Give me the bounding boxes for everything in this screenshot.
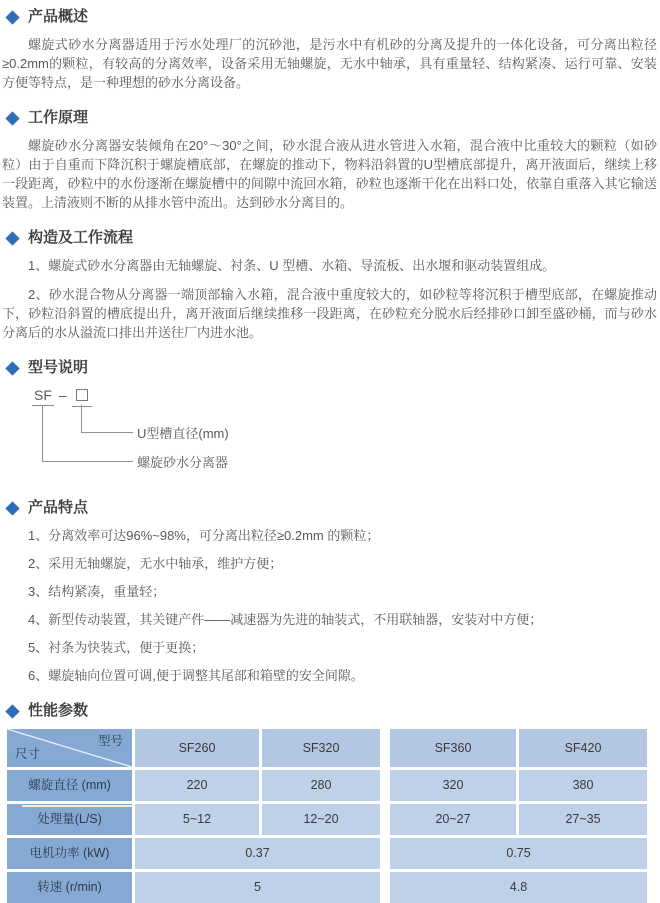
corner-label-model: 型号 xyxy=(97,734,123,748)
connector-line-vertical-series xyxy=(42,405,43,461)
diamond-icon xyxy=(5,231,19,245)
connector-line-vertical-u xyxy=(81,405,82,432)
section-title: 产品概述 xyxy=(28,8,89,25)
table-row-label: 电机功率 (kW) xyxy=(7,838,132,869)
diamond-icon xyxy=(5,111,19,125)
table-header-model: SF420 xyxy=(519,729,647,767)
feature-item-4: 4、新型传动装置，其关键产件——减速器为先进的轴装式，不用联轴器，安装对中方便； xyxy=(28,612,543,627)
table-cell: 220 xyxy=(135,770,259,801)
table-corner-cell xyxy=(7,729,132,767)
feature-item-5: 5、衬条为快装式，便于更换； xyxy=(28,640,205,655)
table-cell: 27~35 xyxy=(519,804,647,835)
section-heading-model xyxy=(6,359,657,377)
feature-item-6: 6、螺旋轴向位置可调,便于调整其尾部和箱壁的安全间隙。 xyxy=(28,668,364,683)
diamond-icon xyxy=(5,704,19,718)
diamond-icon xyxy=(5,361,19,375)
connector-line-horizontal-u xyxy=(81,432,133,433)
overview-paragraph: 螺旋式砂水分离器适用于污水处理厂的沉砂池，是污水中有机砂的分离及提升的一体化设备，可分离出粒径≥0.2mm的颗粒，有较高的分离效率，设备采用无轴螺旋，无水中轴承，具有重量轻、结构紧凑、运行可靠、安装方便等特点，是一种理想的砂水分离设备。 xyxy=(2,37,657,90)
diamond-icon xyxy=(5,10,19,24)
connector-line-horizontal-series xyxy=(42,461,133,462)
section-heading-structure xyxy=(6,229,657,247)
section-title: 工作原理 xyxy=(28,109,89,126)
table-cell-merged: 0.37 xyxy=(135,838,380,869)
table-cell-merged: 4.8 xyxy=(390,872,647,903)
table-row-label: 转速 (r/min) xyxy=(7,872,132,903)
table-cell: 380 xyxy=(519,770,647,801)
table-header-model: SF360 xyxy=(390,729,516,767)
feature-item-1: 1、分离效率可达96%~98%，可分离出粒径≥0.2mm 的颗粒； xyxy=(28,528,380,543)
model-size-box-icon xyxy=(76,389,88,401)
section-title: 性能参数 xyxy=(28,702,89,719)
feature-item-2: 2、采用无轴螺旋，无水中轴承，维护方便； xyxy=(28,556,283,571)
principle-paragraph: 螺旋砂水分离器安装倾角在20°～30°之间，砂水混合液从进水管进入水箱，混合液中比重较大的颗粒（如砂粒）由于自重而下降沉积于螺旋槽底部，在螺旋的推动下，物料沿斜置的U型槽底部提升，离开液面后，继续上移一段距离，砂粒中的水份逐渐在螺旋槽中的间隙中流回水箱，砂粒也逐渐干化在出料口处，依靠自重落入其它输送装置。上清液则不断的从排水管中流出。达到砂水分离目的。 xyxy=(2,138,657,210)
corner-label-size: 尺寸 xyxy=(15,747,41,761)
section-title: 产品特点 xyxy=(28,499,89,516)
model-prefix: SF xyxy=(32,387,54,406)
model-designation-diagram xyxy=(32,386,657,482)
section-heading-features xyxy=(6,499,657,517)
section-title: 构造及工作流程 xyxy=(28,229,134,246)
section-title: 型号说明 xyxy=(28,359,89,376)
structure-item-2: 2、砂水混合物从分离器一端顶部输入水箱，混合液中重度较大的，如砂粒等将沉积于槽型底部，在螺旋推动下，砂粒沿斜置的槽底提出升，离开液面后继续推移一段距离，在砂粒充分脱水后经排砂口卸至盛砂桶，而与砂水分离后的水从溢流口排出并送往厂内进水池。 xyxy=(2,287,657,340)
diamond-icon xyxy=(5,501,19,515)
table-cell-merged: 5 xyxy=(135,872,380,903)
model-label-series: 螺旋砂水分离器 xyxy=(137,455,229,470)
table-row-label: 处理量(L/S) xyxy=(7,804,132,835)
model-size-box-wrap xyxy=(72,387,92,407)
table-cell: 12~20 xyxy=(262,804,380,835)
cutoff-highlight xyxy=(22,805,134,807)
structure-item-1: 1、螺旋式砂水分离器由无轴螺旋、衬条、U 型槽、水箱、导流板、出水堰和驱动装置组成。 xyxy=(28,258,556,273)
table-cell: 20~27 xyxy=(390,804,516,835)
table-cell: 5~12 xyxy=(135,804,259,835)
section-heading-overview xyxy=(6,8,657,26)
table-header-model: SF320 xyxy=(262,729,380,767)
section-heading-principle xyxy=(6,109,657,127)
table-cell: 320 xyxy=(390,770,516,801)
model-label-u-diameter: U型槽直径(mm) xyxy=(137,426,229,441)
table-row-label: 螺旋直径 (mm) xyxy=(7,770,132,801)
section-heading-params xyxy=(6,702,657,720)
model-code xyxy=(32,386,92,405)
performance-table xyxy=(7,729,652,903)
feature-item-3: 3、结构紧凑，重量轻； xyxy=(28,584,166,599)
table-cell-merged: 0.75 xyxy=(390,838,647,869)
table-header-model: SF260 xyxy=(135,729,259,767)
model-dash: – xyxy=(58,387,67,403)
table-cell: 280 xyxy=(262,770,380,801)
